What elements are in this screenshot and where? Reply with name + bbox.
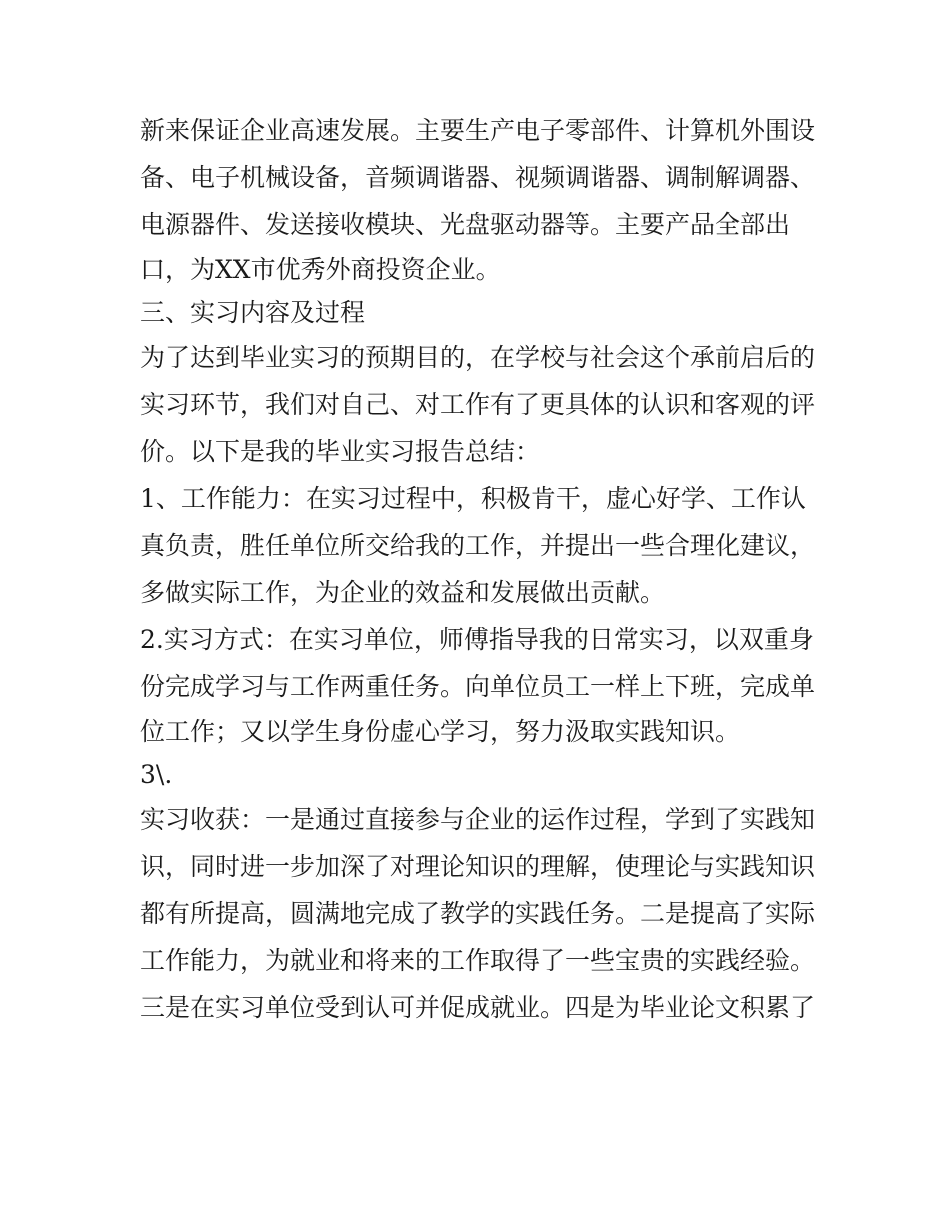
text-line-19: 工作能力，为就业和将来的工作取得了一些宝贵的实践经验。 [140, 946, 816, 975]
text-line-3: 电源器件、发送接收模块、光盘驱动器等。主要产品全部出 [140, 210, 791, 239]
text-line-11: 多做实际工作，为企业的效益和发展做出贡献。 [140, 578, 666, 607]
text-line-2: 备、电子机械设备，音频调谐器、视频调谐器、调制解调器、 [140, 163, 816, 192]
text-line-6: 为了达到毕业实习的预期目的，在学校与社会这个承前启后的 [140, 343, 816, 372]
document-body [140, 107, 820, 1031]
text-line-9: 1、工作能力：在实习过程中，积极肯干，虚心好学、工作认 [140, 484, 806, 513]
text-line-13: 份完成学习与工作两重任务。向单位员工一样上下班，完成单 [140, 672, 816, 701]
text-line-16: 实习收获：一是通过直接参与企业的运作过程，学到了实践知 [140, 805, 816, 834]
text-line-7: 实习环节，我们对自己、对工作有了更具体的认识和客观的评 [140, 390, 816, 419]
text-line-18: 都有所提高，圆满地完成了教学的实践任务。二是提高了实际 [140, 899, 816, 928]
text-line-8: 价。以下是我的毕业实习报告总结： [140, 437, 541, 466]
text-line-1: 新来保证企业高速发展。主要生产电子零部件、计算机外围设 [140, 116, 816, 145]
text-line-20: 三是在实习单位受到认可并促成就业。四是为毕业论文积累了 [140, 993, 816, 1022]
text-line-10: 真负责，胜任单位所交给我的工作，并提出一些合理化建议， [140, 531, 816, 560]
text-line-15: 3\. [140, 760, 173, 789]
text-line-4: 口，为XX市优秀外商投资企业。 [140, 255, 501, 284]
section-heading: 三、实习内容及过程 [140, 298, 366, 327]
text-line-12: 2.实习方式：在实习单位，师傅指导我的日常实习，以双重身 [140, 625, 814, 654]
text-line-17: 识，同时进一步加深了对理论知识的理解，使理论与实践知识 [140, 852, 816, 881]
text-line-14: 位工作；又以学生身份虚心学习，努力汲取实践知识。 [140, 717, 741, 746]
